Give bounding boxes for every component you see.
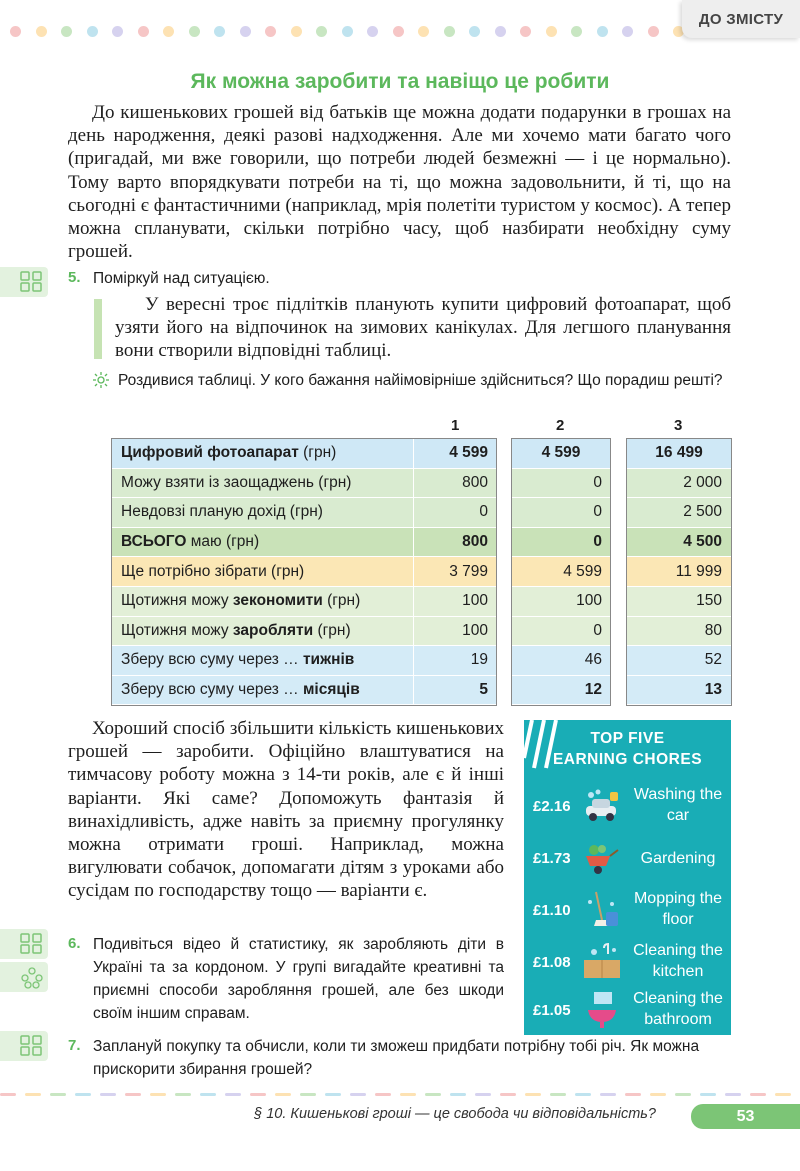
grid-squares-icon: [20, 933, 44, 955]
table-column-1-header: 1: [451, 417, 460, 434]
table-row: [112, 528, 496, 558]
cell-value: 2 000: [683, 473, 722, 491]
plan-table-2: [511, 438, 611, 706]
row-label-part: Щотижня можу: [121, 592, 233, 610]
decorative-dot: [367, 26, 378, 37]
chore-name: Cleaning the bathroom: [633, 990, 723, 1028]
row-label-part: Можу взяти із заощаджень (грн): [121, 473, 352, 491]
table-row: [627, 646, 731, 676]
decorative-dot: [418, 26, 429, 37]
table-row: [627, 498, 731, 528]
task-7-text: Заплануй покупку та обчисли, коли ти зможеш придбати потрібну тобі річ. Як можна прискорити збирання грошей?: [93, 1038, 700, 1078]
table-row: [627, 469, 731, 499]
decorative-dash: [675, 1093, 691, 1096]
decorative-dot: [520, 26, 531, 37]
task-5-text: Поміркуй над ситуацією.: [93, 270, 270, 287]
task-5-quote: У вересні троє підлітків планують купити цифровий фотоапарат, щоб узяти його на відпочинок на зимових канікулах. Для легшого планування вони створили відповідні таблиці.: [115, 294, 731, 362]
table-row: [112, 646, 496, 676]
decorative-dot: [112, 26, 123, 37]
chore-name: Washing the car: [633, 786, 723, 824]
table-row: [112, 617, 496, 647]
table-row: [627, 528, 731, 558]
decorative-dot: [87, 26, 98, 37]
row-label-part: заробляти: [232, 621, 314, 639]
row-label: [112, 528, 414, 557]
task-type-marker: [0, 929, 48, 959]
table-row: [512, 498, 610, 528]
top-dot-decoration: [10, 26, 690, 40]
cell-value: 4 599: [563, 562, 602, 580]
task-6-text: Подивіться відео й статистику, як заробляють діти в Україні та за кордоном. У групі вигадайте креативні та приємні способи заробляння грошей, але без шкоди своїм іншим справам.: [93, 936, 504, 1022]
row-label: [112, 646, 414, 675]
decorative-dash: [0, 1093, 16, 1096]
decorative-dash: [450, 1093, 466, 1096]
cell-value: 16 499: [655, 444, 703, 462]
cell-value: 100: [462, 592, 488, 610]
table-row: [112, 469, 496, 499]
cell-value: 800: [462, 473, 488, 491]
decorative-dash: [275, 1093, 291, 1096]
chore-price: £1.08: [533, 954, 571, 971]
task-5-question: Роздивися таблиці. У кого бажання найімовірніше здійсниться? Що порадиш решті?: [118, 372, 723, 389]
decorative-dash: [550, 1093, 566, 1096]
cell-value: 0: [593, 473, 602, 491]
table-of-contents-link[interactable]: ДО ЗМІСТУ: [682, 0, 800, 38]
decorative-dash: [575, 1093, 591, 1096]
row-label-part: Цифровий фотоапарат: [121, 444, 299, 462]
task-type-marker: [0, 1031, 48, 1061]
cell-value: 800: [462, 533, 488, 551]
decorative-dash: [475, 1093, 491, 1096]
decorative-dot: [36, 26, 47, 37]
decorative-dot: [163, 26, 174, 37]
cell-value: 100: [462, 621, 488, 639]
grid-squares-icon: [20, 271, 44, 293]
decorative-dash: [625, 1093, 641, 1096]
cell-value: 52: [704, 651, 722, 669]
table-row: [627, 617, 731, 647]
decorative-dot: [342, 26, 353, 37]
decorative-dash: [225, 1093, 241, 1096]
decorative-dash: [375, 1093, 391, 1096]
decorative-dash: [175, 1093, 191, 1096]
decorative-dash: [75, 1093, 91, 1096]
decorative-dash: [350, 1093, 366, 1096]
row-label: [112, 439, 414, 468]
chore-price: £1.10: [533, 902, 571, 919]
decorative-dot: [240, 26, 251, 37]
cell-value: 3 799: [449, 562, 488, 580]
decorative-dash: [400, 1093, 416, 1096]
table-row: [112, 587, 496, 617]
cell-value: 46: [584, 651, 602, 669]
decorative-dot: [61, 26, 72, 37]
cell-value: 80: [704, 621, 722, 639]
task-6-number: 6.: [68, 935, 81, 952]
top-five-chores-infographic: [524, 720, 731, 1035]
decorative-dash: [600, 1093, 616, 1096]
bottom-dash-decoration: [0, 1093, 800, 1097]
table-row: [112, 439, 496, 469]
chores-title: [524, 728, 731, 770]
chore-name: Cleaning the kitchen: [633, 942, 723, 980]
kitchen-sink-icon: [582, 942, 622, 987]
decorative-dot: [546, 26, 557, 37]
decorative-dash: [100, 1093, 116, 1096]
task-7-number: 7.: [68, 1037, 81, 1054]
decorative-dot: [393, 26, 404, 37]
decorative-dash: [750, 1093, 766, 1096]
cell-value: 100: [576, 592, 602, 610]
table-row: [512, 557, 610, 587]
table-row: [112, 498, 496, 528]
wheelbarrow-icon: [582, 838, 622, 883]
intro-paragraph: До кишенькових грошей від батьків ще можна додати подарунки в грошах на день народження, деякі разові надходження. Але ми хочемо мати багато чого (пригадай, ми вже говорили, що потреби людей безмежні — і це нормально). Тому варто впорядкувати потреби на ті, що можна задовольнити, й ті, що на сьогодні є фантастичними (наприклад, мрія полетіти туристом у космос). А тепер можна спланувати, скільки потрібно часу, щоб назбирати необхідну суму грошей.: [68, 102, 731, 263]
cell-value: 0: [593, 503, 602, 521]
section-title: Як можна заробити та навіщо це робити: [190, 70, 610, 93]
group-work-marker: [0, 962, 48, 992]
car-wash-icon: [582, 786, 622, 831]
task-type-marker: [0, 267, 48, 297]
grid-squares-icon: [20, 1035, 44, 1057]
chore-name: Mopping the floor: [633, 890, 723, 928]
row-label-part: Зберу всю суму через …: [121, 651, 303, 669]
decorative-dash: [500, 1093, 516, 1096]
row-label: [112, 469, 414, 498]
cell-value: 11 999: [675, 562, 722, 580]
cell-value: 5: [479, 681, 488, 699]
cell-value: 4 599: [449, 444, 488, 462]
table-row: [627, 676, 731, 706]
cell-value: 13: [704, 681, 722, 699]
chore-price: £1.05: [533, 1002, 571, 1019]
decorative-dot: [189, 26, 200, 37]
decorative-dot: [597, 26, 608, 37]
plan-table-1: [111, 438, 497, 706]
table-row: [112, 557, 496, 587]
decorative-dot: [138, 26, 149, 37]
table-row: [627, 587, 731, 617]
table-row: [512, 646, 610, 676]
decorative-dash: [775, 1093, 791, 1096]
cell-value: 4 599: [541, 444, 581, 462]
decorative-dash: [25, 1093, 41, 1096]
decorative-dash: [250, 1093, 266, 1096]
decorative-dot: [622, 26, 633, 37]
footer-section-title: § 10. Кишенькові гроші — це свобода чи відповідальність?: [254, 1106, 656, 1122]
table-row: [512, 587, 610, 617]
table-row: [512, 617, 610, 647]
mop-bucket-icon: [582, 890, 622, 935]
row-label-part: місяців: [302, 681, 360, 699]
table-row: [512, 469, 610, 499]
sun-icon: [93, 372, 109, 388]
decorative-dash: [200, 1093, 216, 1096]
quote-bar: [94, 299, 102, 359]
cell-value: 0: [479, 503, 488, 521]
row-label-part: (грн): [313, 621, 351, 639]
decorative-dash: [700, 1093, 716, 1096]
decorative-dot: [291, 26, 302, 37]
row-label: [112, 557, 414, 586]
cell-value: 4 500: [683, 533, 722, 551]
cell-value: 19: [470, 651, 488, 669]
row-label: [112, 617, 414, 646]
chore-price: £1.73: [533, 850, 571, 867]
table-row: [112, 676, 496, 706]
page-number: 53: [691, 1104, 800, 1129]
row-label: [112, 498, 414, 527]
row-label-part: тижнів: [302, 651, 355, 669]
cell-value: 12: [584, 681, 602, 699]
row-label-part: ВСЬОГО: [121, 533, 187, 551]
row-label-part: (грн): [298, 444, 337, 462]
row-label-part: Ще потрібно зібрати (грн): [121, 562, 305, 580]
row-label-part: Зберу всю суму через …: [121, 681, 303, 699]
decorative-dot: [10, 26, 21, 37]
group-people-icon: [20, 966, 44, 990]
row-label-part: маю (грн): [186, 533, 260, 551]
chores-title-line-1: TOP FIVE: [590, 730, 665, 747]
decorative-dot: [265, 26, 276, 37]
decorative-dash: [525, 1093, 541, 1096]
table-row: [512, 439, 610, 469]
decorative-dash: [50, 1093, 66, 1096]
decorative-dot: [214, 26, 225, 37]
decorative-dot: [316, 26, 327, 37]
decorative-dash: [325, 1093, 341, 1096]
cell-value: 0: [593, 533, 602, 551]
plan-table-3: [626, 438, 732, 706]
row-label: [112, 676, 414, 705]
bathroom-icon: [582, 990, 622, 1035]
cell-value: 2 500: [683, 503, 722, 521]
chores-title-line-2: EARNING CHORES: [552, 751, 703, 768]
decorative-dash: [650, 1093, 666, 1096]
decorative-dash: [300, 1093, 316, 1096]
table-column-2-header: 2: [556, 417, 565, 434]
row-label-part: Невдовзі планую дохід (грн): [121, 503, 323, 521]
decorative-dot: [648, 26, 659, 37]
row-label-part: зекономити: [232, 592, 323, 610]
decorative-dash: [150, 1093, 166, 1096]
row-label-part: Щотижня можу: [121, 621, 233, 639]
decorative-dash: [125, 1093, 141, 1096]
cell-value: 150: [696, 592, 722, 610]
decorative-dash: [425, 1093, 441, 1096]
decorative-dot: [444, 26, 455, 37]
chore-price: £2.16: [533, 798, 571, 815]
decorative-dash: [725, 1093, 741, 1096]
decorative-dot: [571, 26, 582, 37]
table-row: [627, 557, 731, 587]
chore-name: Gardening: [640, 850, 716, 867]
row-label-part: (грн): [322, 592, 361, 610]
decorative-dot: [495, 26, 506, 37]
table-column-3-header: 3: [674, 417, 683, 434]
table-row: [512, 528, 610, 558]
cell-value: 0: [593, 621, 602, 639]
row-label: [112, 587, 414, 616]
table-row: [512, 676, 610, 706]
task-5-number: 5.: [68, 269, 81, 286]
earning-paragraph: Хороший спосіб збільшити кількість кишенькових грошей — заробити. Офіційно влаштуватися на тимчасову роботу можна з 14-ти років, але є й інші варіанти. Які саме? Допоможуть фантазія й винахідливість, адже навіть за приємну прогулянку можна отримати гроші. Наприклад, можна вигулювати собачок, допомагати дітям з уроками або сусідам по господарству тощо — варіанти є.: [68, 718, 504, 902]
decorative-dot: [469, 26, 480, 37]
table-row: [627, 439, 731, 469]
